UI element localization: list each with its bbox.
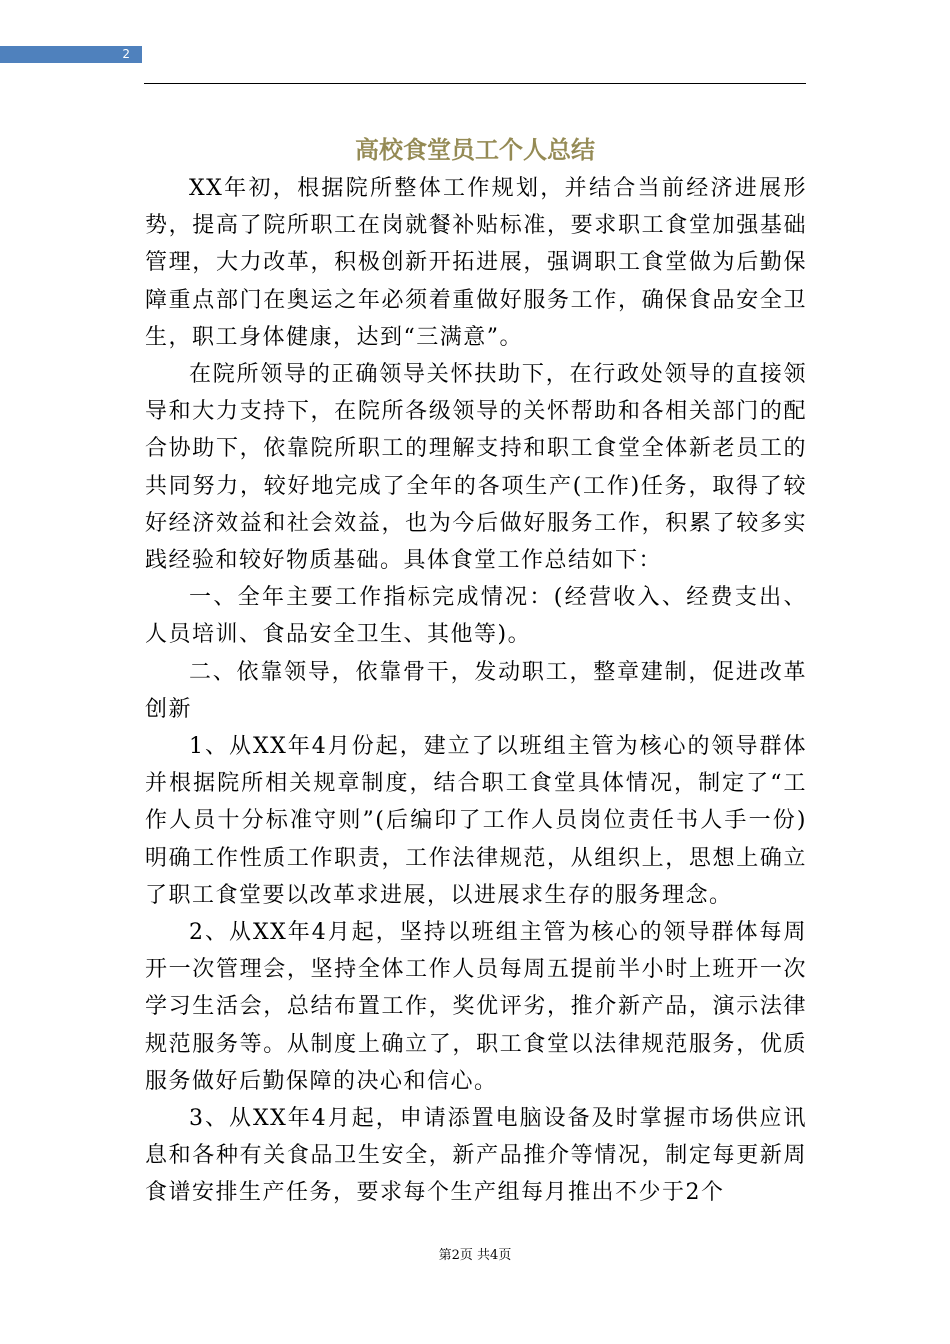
paragraph: 2、从XX年4月起，坚持以班组主管为核心的领导群体每周开一次管理会，坚持全体工作人员每周五提前半小时上班开一次学习生活会，总结布置工作，奖优评劣，推介新产品，演示法律规范服务等。从制度上确立了，职工食堂以法律规范服务，优质服务做好后勤保障的决心和信心。 [145,920,807,1094]
paragraph: 在院所领导的正确领导关怀扶助下，在行政处领导的直接领导和大力支持下，在院所各级领导的关怀帮助和各相关部门的配合协助下，依靠院所职工的理解支持和职工食堂全体新老员工的共同努力，较好地完成了全年的各项生产(工作)任务，取得了较好经济效益和社会效益，也为今后做好服务工作，积累了较多实践经验和较好物质基础。具体食堂工作总结如下： [145,362,807,574]
paragraph: 一、全年主要工作指标完成情况：(经营收入、经费支出、人员培训、食品安全卫生、其他等)。 [145,585,807,648]
page-footer: 第2页 共4页 [438,1248,512,1263]
document-body [145,170,807,1212]
document-title: 高校食堂员工个人总结 [355,135,595,164]
header-rule [144,83,806,84]
paragraph: 二、依靠领导，依靠骨干，发动职工，整章建制，促进改革创新 [145,659,807,722]
paragraph: 1、从XX年4月份起，建立了以班组主管为核心的领导群体并根据院所相关规章制度，结合职工食堂具体情况，制定了“工作人员十分标准守则”(后编印了工作人员岗位责任书人手一份)明确工作性质工作职责，工作法律规范，从组织上，思想上确立了职工食堂要以改革求进展，以进展求生存的服务理念。 [145,734,807,908]
page-number-tab [0,46,142,63]
paragraph: XX年初，根据院所整体工作规划，并结合当前经济进展形势，提高了院所职工在岗就餐补贴标准，要求职工食堂加强基础管理，大力改革，积极创新开拓进展，强调职工食堂做为后勤保障重点部门在奥运之年必须着重做好服务工作，确保食品安全卫生，职工身体健康，达到“三满意”。 [145,176,807,350]
page-tab-number: 2 [122,47,130,61]
paragraph: 3、从XX年4月起，申请添置电脑设备及时掌握市场供应讯息和各种有关食品卫生安全，新产品推介等情况，制定每更新周食谱安排生产任务，要求每个生产组每月推出不少于2个 [145,1106,807,1206]
